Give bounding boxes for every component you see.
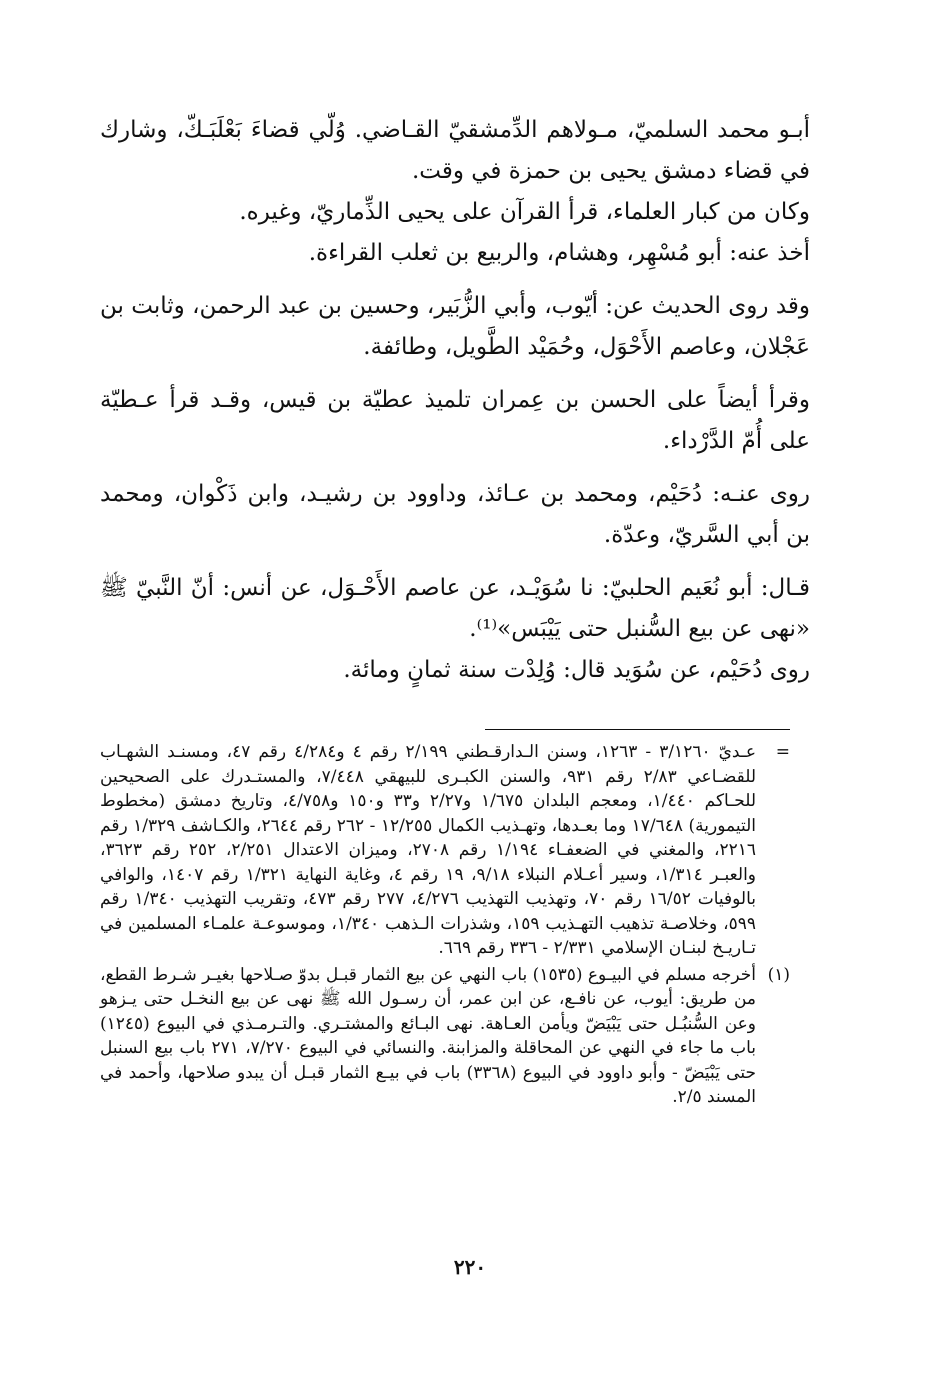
page-number: ٢٢٠ <box>453 1255 487 1279</box>
footnote-1-mark: (١) <box>767 964 790 985</box>
paragraph-biography-intro: أبـو محمد السلميّ، مـولاهم الدِّمشقيّ القـاضي. وُلّي قضاءَ بَعْلَبَـكّ، وشارك في قضاء دمشق يحيى بن حمزة في وقت. <box>100 117 810 184</box>
paragraph-birth: روى دُحَيْم، عن سُوَيد قال: وُلِدْت سنة ثمانٍ ومائة. <box>343 657 810 683</box>
footnote-continued-mark: = <box>775 742 790 762</box>
footnote-divider <box>485 729 790 730</box>
footnotes-section <box>100 740 790 1110</box>
paragraph-recitation: وقرأ أيضاً على الحسن بن عِمران تلميذ عطيّة بن قيس، وقـد قرأ عـطيّة على أُمّ الدَّرْداء. <box>100 387 810 454</box>
footnote-continued-text: عـديّ ٣/١٢٦٠ - ١٢٦٣، وسنن الـدارقـطني ٢/١٩٩ رقم ٤ و٤/٢٨٤ رقم ٤٧، ومسنـد الشهـاب للقضـاعي ٢/٨٣ رقم ٩٣١، والسنن الكبـرى للبيهقي ٧/٤٤٨، والمستـدرك على الصحيحين للحـاكم ١/٤٤٠، ومعجم البلدان ١/٦٧٥ و٢/٢٧ و٣٣ و١٥٠ و٤/٧٥٨، وتاريخ دمشق (مخطوط التيمورية) ١٧/٦٤٨ وما بعـدها، وتهـذيب الكمال ١٢/٢٥٥ - ٢٦٢ رقم ٢٦٤٤، والكـاشف ١/٣٢٩ رقم ٢٢١٦، والمغني في الضعفـاء ١/١٩٤ رقم ٢٧٠٨، وميزان الاعتدال ٢/٢٥١، ٢٥٢ رقم ٣٦٢٣، والعبـر ١/٣١٤، وسير أعـلام النبلاء ٩/١٨، ١٩ رقم ٤، وغاية النهاية ١/٣٢١ رقم ١٤٠٧، والوافي بالوفيات ١٦/٥٢ رقم ٧٠، وتهذيب التهذيب ٤/٢٧٦، ٢٧٧ رقم ٤٧٣، وتقريب التهذيب ١/٣٤٠ رقم ٥٩٩، وخلاصـة تذهيب التهـذيب ١٥٩، وشذرات الـذهب ١/٣٤٠، وموسوعـة علمـاء المسلمين في تـاريـخ لبنـان الإسلامي ٢/٣٣١ - ٣٣٦ رقم ٦٦٩. <box>100 742 757 958</box>
paragraph-students: أخذ عنه: أبو مُسْهِر، وهشام، والربيع بن ثعلب القراءة. <box>308 240 810 266</box>
paragraph-hadith-text: قـال: أبو نُعَيم الحلبيّ: نا سُوَيْـد، عن عاصم الأَحْـوَل، عن أنس: أنّ النَّبيّ ﷺ «نهى عن بيع السُّنبل حتى يَيْبَس»⁽¹⁾. <box>100 575 810 642</box>
footnote-continued <box>100 740 790 961</box>
paragraph-hadith-sources: وقد روى الحديث عن: أيّوب، وأبي الزُّبَير، وحسين بن عبد الرحمن، وثابت بن عَجْلان، وعاصم الأَحْوَل، وحُمَيْد الطَّويل، وطائفة. <box>100 293 810 360</box>
main-text-body <box>100 110 810 691</box>
footnote-1-text: أخرجه مسلم في البيـوع (١٥٣٥) باب النهي عن بيع الثمار قبـل بدوّ صـلاحها بغيـر شـرط القطع، من طريق: أيوب، عن نافـع، عن ابن عمر، أن رسـول الله ﷺ نهى عن بيع النخـل حتى يـزهو وعن السُّنبُـل حتى يَبْيَضّ ويأمن العـاهة. نهى البـائع والمشتـري. والتـرمـذي في البيوع (١٢٤٥) باب ما جاء في النهي عن المحاقلة والمزابنة. والنسائي في البيوع ٧/٢٧٠، ٢٧١ باب بيع السنبل حتى يَبْيَضّ - وأبو داوود في البيوع (٣٣٦٨) باب في بيـع الثمار قبـل أن يبدو صلاحها، وأحمد في المسند ٢/٥. <box>100 964 757 1107</box>
paragraph-scholars: وكان من كبار العلماء، قرأ القرآن على يحيى الذِّماريّ، وغيره. <box>239 199 810 225</box>
paragraph-narrators: روى عنـه: دُحَيْم، ومحمد بن عـائذ، وداوود بن رشيـد، وابن ذَكْوان، ومحمد بن أبي السَّريّ، وعدّة. <box>100 481 810 548</box>
footnote-1 <box>100 963 790 1110</box>
